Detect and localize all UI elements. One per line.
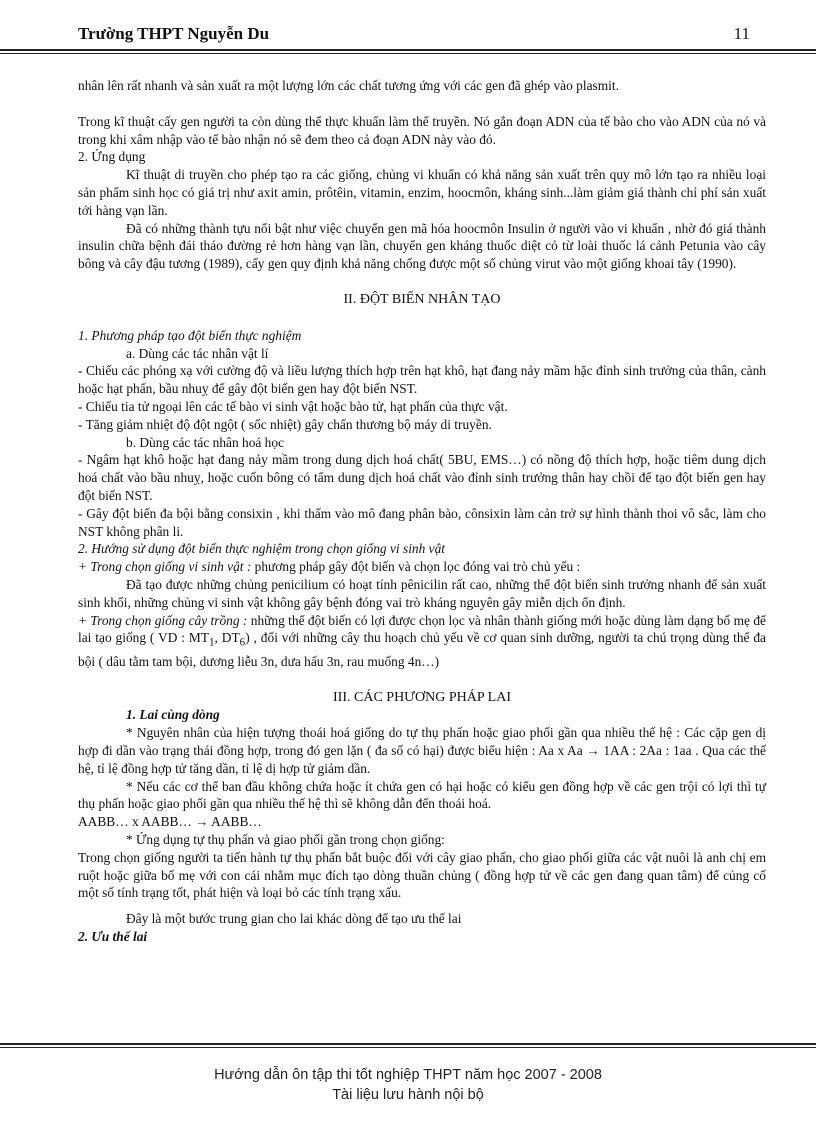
paragraph: - Tăng giảm nhiệt độ đột ngột ( sốc nhiệt) gây chấn thương bộ máy di truyền. xyxy=(78,416,492,432)
section-heading: III. CÁC PHƯƠNG PHÁP LAI xyxy=(333,689,511,705)
formula: AABB… x AABB… → AABB… xyxy=(78,814,262,830)
subheading: b. Dùng các tác nhân hoá học xyxy=(126,434,285,450)
paragraph: + Trong chọn giống cây trồng : những thể đột biến có lợi được chọn lọc và nhân thành giống mới hoặc dùng làm dạng bố mẹ để lai tạo giống ( VD : $MT_1$, $DT_6$) , đối với những cây thu hoạch chủ yếu về cơ quan sinh dưỡng, người ta chú trọng dùng thể đa bội ( dâu tằm tam bội, dương liễu 3n, dưa hấu 3n, rau muống 4n…) xyxy=(78,612,766,669)
paragraph: * Nếu các cơ thể ban đầu không chứa hoặc ít chứa gen có hại hoặc có kiểu gen đồng hợp về các gen trội có lợi thì tự thụ phấn hoặc giao phối gần qua nhiều thế hệ thì sẽ không dẫn đến thoái hoá. xyxy=(78,778,766,812)
subheading: 2. Ứng dụng xyxy=(78,149,146,165)
paragraph: Đã có những thành tựu nổi bật như việc chuyển gen mã hóa hoocmôn Insulin ở người vào vi khuẩn , nhờ đó giá thành insulin chữa bệnh đái tháo đường rẻ hơn hàng vạn lần, chuyển gen kháng thuốc diệt cỏ từ loài thuốc lá cảnh Petunia vào cây bông và cây đậu tương (1989), cấy gen quy định khả năng chống được một số chủng virut vào một giống khoai tây (1990). xyxy=(78,220,766,272)
footer-line-1: Hướng dẫn ôn tập thi tốt nghiệp THPT năm học 2007 - 2008 xyxy=(214,1067,602,1083)
paragraph: Trong chọn giống người ta tiến hành tự thụ phấn bắt buộc đối với cây giao phấn, cho giao phối giữa các vật nuôi là anh chị em ruột hoặc giữa bố mẹ với con cái nhằm mục đích tạo dòng thuần chủng ( đồng hợp tử về các gen đang quan tâm) để củng cố một số tính trạng tốt, phát hiện và loại bỏ các tính trạng xấu. xyxy=(78,849,766,901)
paragraph: Đây là một bước trung gian cho lai khác dòng để tạo ưu thế lai xyxy=(126,911,462,927)
paragraph: - Chiếu các phóng xạ với cường độ và liều lượng thích hợp trên hạt khô, hạt đang nảy mầm hặc đỉnh sinh trưởng của thân, cành hoặc hạt phấn, bầu nhuỵ để gây đột biến gen hay đột biến NST. xyxy=(78,363,766,397)
subheading: a. Dùng các tác nhân vật lí xyxy=(126,345,269,361)
header-rule-thin xyxy=(0,53,816,54)
subheading: 2. Hướng sử dụng đột biến thực nghiệm trong chọn giống vi sinh vật xyxy=(78,541,446,557)
subheading: 1. Lai cùng dòng xyxy=(126,707,220,723)
paragraph: nhân lên rất nhanh và sản xuất ra một lượng lớn các chất tương ứng với các gen đã ghép vào plasmit. xyxy=(78,78,619,93)
paragraph: - Gây đột biến đa bội bằng consixin , khi thấm vào mô đang phân bào, cônsixin làm cản trở sự hình thành thoi vô sắc, làm cho NST không phân li. xyxy=(78,505,766,539)
footer-line-2: Tài liệu lưu hành nội bộ xyxy=(332,1087,484,1103)
footer-rule-thin xyxy=(0,1047,816,1048)
page-header xyxy=(78,24,750,50)
inline-heading: + Trong chọn giống vi sinh vật : xyxy=(78,559,252,575)
footer-rule xyxy=(0,1043,816,1045)
page-footer xyxy=(0,1065,816,1105)
header-rule xyxy=(0,49,816,51)
paragraph: Kĩ thuật di truyền cho phép tạo ra các giống, chủng vi khuẩn có khả năng sản xuất trên quy mô lớn tạo ra nhiều loại sản phẩm sinh học có giá trị như axit amin, prôtêin, vitamin, enzim, hoocmôn, kháng sinh...làm giảm giá thành chỉ phí sản xuất tới hàng vạn lần. xyxy=(78,167,766,218)
inline-heading: + Trong chọn giống cây trồng : xyxy=(78,612,248,628)
paragraph: + Trong chọn giống vi sinh vật : phương pháp gây đột biến và chọn lọc đóng vai trò chủ yếu : xyxy=(78,559,581,575)
paragraph: Trong kĩ thuật cấy gen người ta còn dùng thể thực khuẩn làm thể truyền. Nó gắn đoạn ADN của tế bào cho vào ADN của nó và trong khi xâm nhập vào tế bào nhận nó sẽ đem theo cả đoạn ADN này vào đó. xyxy=(78,113,766,147)
paragraph: * Nguyên nhân của hiện tượng thoái hoá giống do tự thụ phấn hoặc giao phối gần qua nhiều thế hệ : Các cặp gen dị hợp đi dần vào trạng thái đồng hợp, trong đó gen lặn ( đa số có hại) được biểu hiện : Aa x Aa → 1AA : 2Aa : 1aa . Qua các thế hệ, tỉ lệ đồng hợp tử tăng dần, tỉ lệ dị hợp tử giảm dần. xyxy=(78,725,766,776)
paragraph: * Ứng dụng tự thụ phấn và giao phối gần trong chọn giống: xyxy=(126,831,445,847)
subheading: 2. Ưu thế lai xyxy=(78,928,148,944)
paragraph: - Chiếu tia tử ngoại lên các tế bào vi sinh vật hoặc bào tử, hạt phấn của thực vật. xyxy=(78,398,508,414)
page-number: 11 xyxy=(733,24,750,43)
school-name: Trường THPT Nguyễn Du xyxy=(78,24,270,43)
document-body xyxy=(78,77,766,946)
paragraph: Đã tạo được những chủng penicilium có hoạt tính pênicilin rất cao, những thể đột biến sinh trưởng nhanh để sản xuất sinh khối, những chủng vi sinh vật không gây bệnh đóng vai trò kháng nguyên gây miễn dịch ổn định. xyxy=(78,576,766,610)
subheading: 1. Phương pháp tạo đột biến thực nghiệm xyxy=(78,327,302,343)
paragraph: - Ngâm hạt khô hoặc hạt đang nảy mầm trong dung dịch hoá chất( 5BU, EMS…) có nồng độ thích hợp, hoặc tiêm dung dịch hoá chất vào bầu nhuỵ, hoặc cuốn bông có tẩm dung dịch hoá chất vào đỉnh sinh trưởng thân hay chồi để tạo đột biến gen hay đột biến NST. xyxy=(78,452,766,503)
section-heading: II. ĐỘT BIẾN NHÂN TẠO xyxy=(343,291,501,307)
